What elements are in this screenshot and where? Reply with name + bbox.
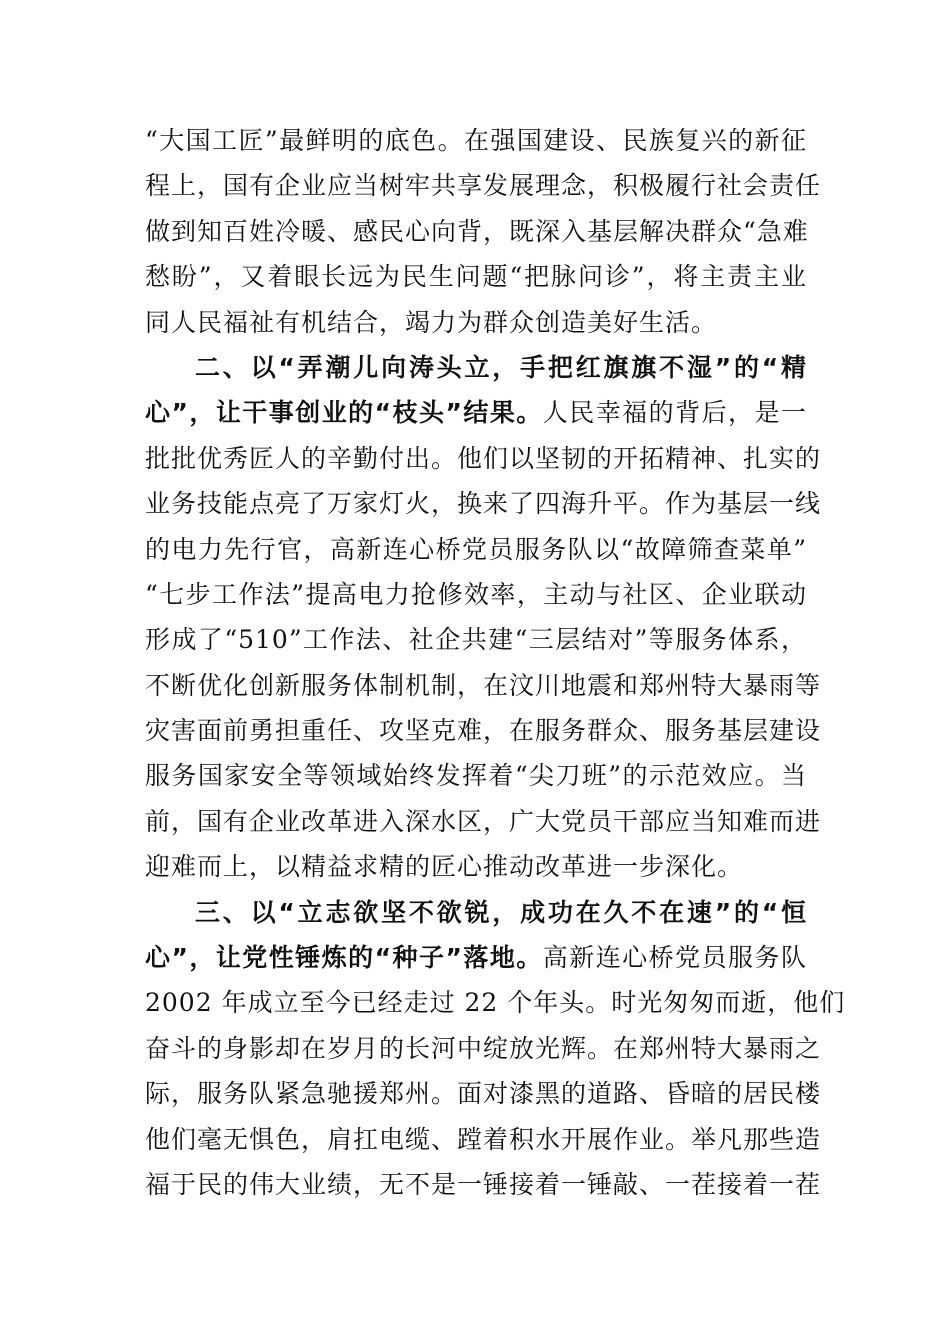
text-line: [145, 935, 807, 980]
text-line: [145, 163, 822, 208]
text-line: [145, 481, 822, 526]
body-text: 愁盼”，又着眼长远为民生问题“把脉问诊”，将主责主业: [145, 262, 807, 292]
body-text: 不断优化创新服务体制机制，在汶川地震和郑州特大暴雨等: [145, 670, 822, 700]
bold-heading-text: 心”，让干事创业的“枝头”结果。: [145, 398, 543, 428]
body-text: 2002 年成立至今已经走过 22 个年头。时光匆匆而逝，他们: [145, 988, 846, 1018]
bold-heading-text: 心”，让党性锤炼的“种子”落地。: [145, 943, 543, 973]
text-line: [145, 980, 846, 1025]
body-text: “大国工匠”最鲜明的底色。在强国建设、民族复兴的新征: [145, 126, 807, 155]
body-text: 做到知百姓冷暖、感民心向背，既深入基层解决群众“急难: [145, 216, 809, 246]
body-text: 服务国家安全等领域始终发挥着“尖刀班”的示范效应。当: [145, 761, 807, 791]
text-line: [145, 345, 807, 390]
text-line: [145, 1117, 822, 1162]
text-line: [145, 1162, 822, 1207]
document-body: [145, 118, 846, 1207]
text-line: [145, 708, 822, 753]
body-text: 程上，国有企业应当树牢共享发展理念，积极履行社会责任: [145, 171, 822, 201]
text-line: [145, 890, 807, 935]
text-line: [145, 436, 822, 481]
bold-heading-text: 二、以“弄潮儿向涛头立，手把红旗旗不湿”的“精: [195, 352, 807, 382]
body-text: 人民幸福的背后，是一: [542, 398, 807, 428]
body-text: 奋斗的身影却在岁月的长河中绽放光辉。在郑州特大暴雨之: [145, 1033, 822, 1063]
text-line: [145, 527, 807, 572]
body-text: 高新连心桥党员服务队: [542, 943, 807, 973]
text-line: [145, 617, 807, 662]
body-text: 形成了“510”工作法、社企共建“三层结对”等服务体系，: [145, 625, 807, 655]
text-line: [145, 390, 807, 435]
text-line: [145, 844, 807, 889]
body-text: 他们毫无惧色，肩扛电缆、蹚着积水开展作业。举凡那些造: [145, 1124, 822, 1154]
body-text: 前，国有企业改革进入深水区，广大党员干部应当知难而进: [145, 806, 822, 836]
text-line: [145, 254, 807, 299]
text-line: [145, 753, 807, 798]
body-text: 灾害面前勇担重任、攻坚克难，在服务群众、服务基层建设: [145, 716, 822, 746]
body-text: 的电力先行官，高新连心桥党员服务队以“故障筛查菜单”: [145, 534, 807, 564]
body-text: 业务技能点亮了万家灯火，换来了四海升平。作为基层一线: [145, 489, 822, 519]
body-text: 福于民的伟大业绩，无不是一锤接着一锤敲、一茬接着一茬: [145, 1169, 822, 1199]
body-text: 批批优秀匠人的辛勤付出。他们以坚韧的开拓精神、扎实的: [145, 443, 822, 473]
body-text: “七步工作法”提高电力抢修效率，主动与社区、企业联动: [145, 579, 807, 609]
body-text: 迎难而上，以精益求精的匠心推动改革进一步深化。: [145, 852, 744, 882]
body-text: 际，服务队紧急驰援郑州。面对漆黑的道路、昏暗的居民楼: [145, 1079, 822, 1109]
text-line: [145, 799, 822, 844]
text-line: [145, 572, 807, 617]
bold-heading-text: 三、以“立志欲坚不欲锐，成功在久不在速”的“恒: [195, 897, 807, 927]
text-line: [145, 300, 807, 345]
text-line: [145, 1026, 822, 1071]
text-line: [145, 118, 807, 163]
text-line: [145, 209, 807, 254]
text-line: [145, 1071, 822, 1116]
body-text: 同人民福祉有机结合，竭力为群众创造美好生活。: [145, 307, 718, 337]
text-line: [145, 663, 822, 708]
